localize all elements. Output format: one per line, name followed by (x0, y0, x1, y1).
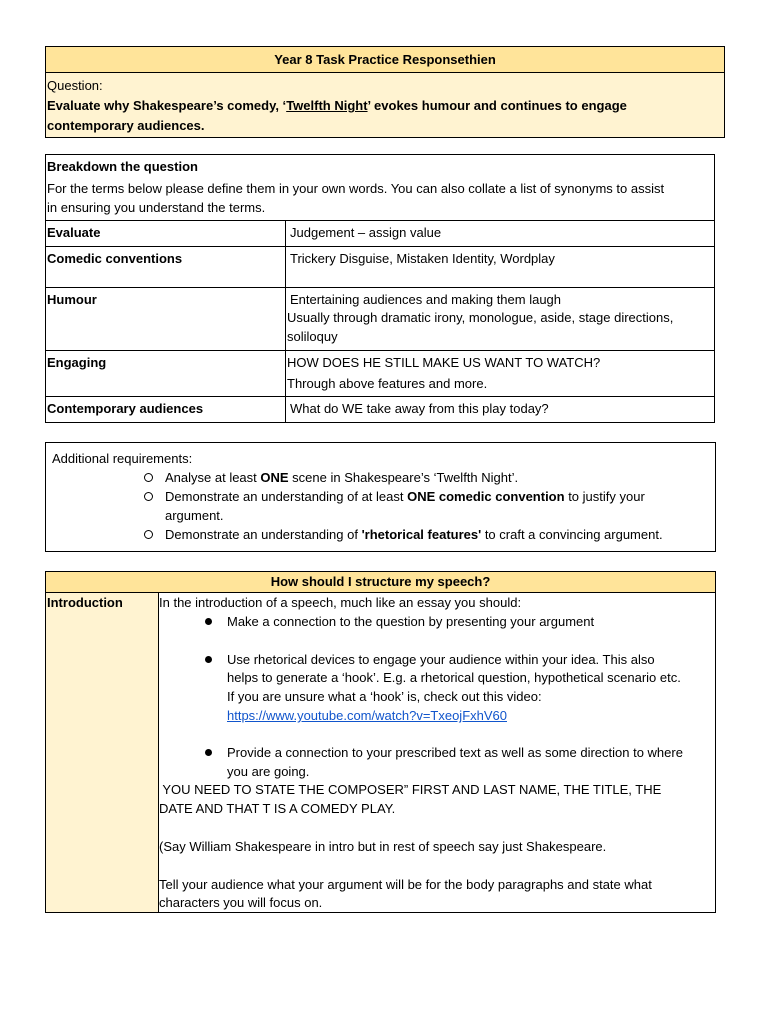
bullet-item: Make a connection to the question by presenting your argument (227, 614, 595, 629)
circle-bullet-icon (144, 492, 153, 501)
bullet-dot-icon (205, 749, 212, 756)
requirement-item: Demonstrate an understanding of 'rhetorical features' to craft a convincing argument. (165, 527, 663, 542)
definition-humour: Entertaining audiences and making them laugh (290, 292, 562, 307)
caps-instruction: YOU NEED TO STATE THE COMPOSER” FIRST AND LAST NAME, THE TITLE, THE (159, 782, 662, 797)
definition-humour-line3: soliloquy (287, 329, 338, 344)
final-instruction-line2: characters you will focus on. (159, 895, 323, 910)
question-label: Question: (47, 78, 103, 93)
breakdown-intro: For the terms below please define them in your own words. You can also collate a list of synonyms to assist (47, 181, 665, 196)
breakdown-heading: Breakdown the question (47, 159, 198, 174)
structure-table (45, 571, 716, 913)
question-text: Evaluate why Shakespeare’s comedy, ‘Twelfth Night’ evokes humour and continues to engage (47, 98, 627, 113)
bullet-item-line3: If you are unsure what a ‘hook’ is, check out this video: (227, 689, 542, 704)
bullet-item: Provide a connection to your prescribed text as well as some direction to where (227, 745, 683, 760)
final-instruction: Tell your audience what your argument will be for the body paragraphs and state what (159, 877, 652, 892)
caps-instruction-line2: DATE AND THAT T IS A COMEDY PLAY. (159, 801, 396, 816)
divider (46, 246, 714, 247)
definition-comedic-conventions: Trickery Disguise, Mistaken Identity, Wordplay (290, 251, 555, 266)
definition-humour-line2: Usually through dramatic irony, monologue, aside, stage directions, (287, 310, 674, 325)
breakdown-table (45, 154, 715, 423)
divider (46, 220, 714, 221)
bullet-item-line2: you are going. (227, 764, 310, 779)
section-label-cell (46, 593, 158, 912)
bullet-item: Use rhetorical devices to engage your audience within your idea. This also (227, 652, 655, 667)
task-header (45, 46, 725, 138)
definition-engaging: HOW DOES HE STILL MAKE US WANT TO WATCH? (287, 355, 601, 370)
bullet-dot-icon (205, 656, 212, 663)
column-divider (158, 593, 159, 912)
divider (46, 396, 714, 397)
term-contemporary-audiences: Contemporary audiences (47, 401, 204, 416)
name-note: (Say William Shakespeare in intro but in rest of speech say just Shakespeare. (159, 839, 607, 854)
structure-heading: How should I structure my speech? (270, 574, 491, 589)
column-divider (285, 220, 286, 422)
definition-contemporary-audiences: What do WE take away from this play today? (290, 401, 549, 416)
breakdown-intro-line2: in ensuring you understand the terms. (47, 200, 266, 215)
intro-text: In the introduction of a speech, much like an essay you should: (159, 595, 522, 610)
definition-evaluate: Judgement – assign value (290, 225, 442, 240)
definition-engaging-line2: Through above features and more. (287, 376, 488, 391)
requirement-item: Demonstrate an understanding of at least ONE comedic convention to justify your (165, 489, 645, 504)
requirement-item-line2: argument. (165, 508, 224, 523)
requirement-item: Analyse at least ONE scene in Shakespeare’s ‘Twelfth Night’. (165, 470, 519, 485)
term-engaging: Engaging (47, 355, 107, 370)
circle-bullet-icon (144, 530, 153, 539)
play-title: Twelfth Night (286, 98, 368, 113)
term-comedic-conventions: Comedic conventions (47, 251, 183, 266)
section-label-introduction: Introduction (47, 595, 123, 610)
term-humour: Humour (47, 292, 97, 307)
bullet-dot-icon (205, 618, 212, 625)
page-title: Year 8 Task Practice Responsethien (274, 52, 496, 67)
circle-bullet-icon (144, 473, 153, 482)
requirements-box (45, 442, 716, 552)
video-link[interactable]: https://www.youtube.com/watch?v=TxeojFxhV60 (227, 708, 507, 723)
divider (46, 287, 714, 288)
term-evaluate: Evaluate (47, 225, 101, 240)
requirements-heading: Additional requirements: (52, 451, 193, 466)
divider (46, 350, 714, 351)
question-text-line2: contemporary audiences. (47, 118, 205, 133)
bullet-item-line2: helps to generate a ‘hook’. E.g. a rhetorical question, hypothetical scenario etc. (227, 670, 681, 685)
